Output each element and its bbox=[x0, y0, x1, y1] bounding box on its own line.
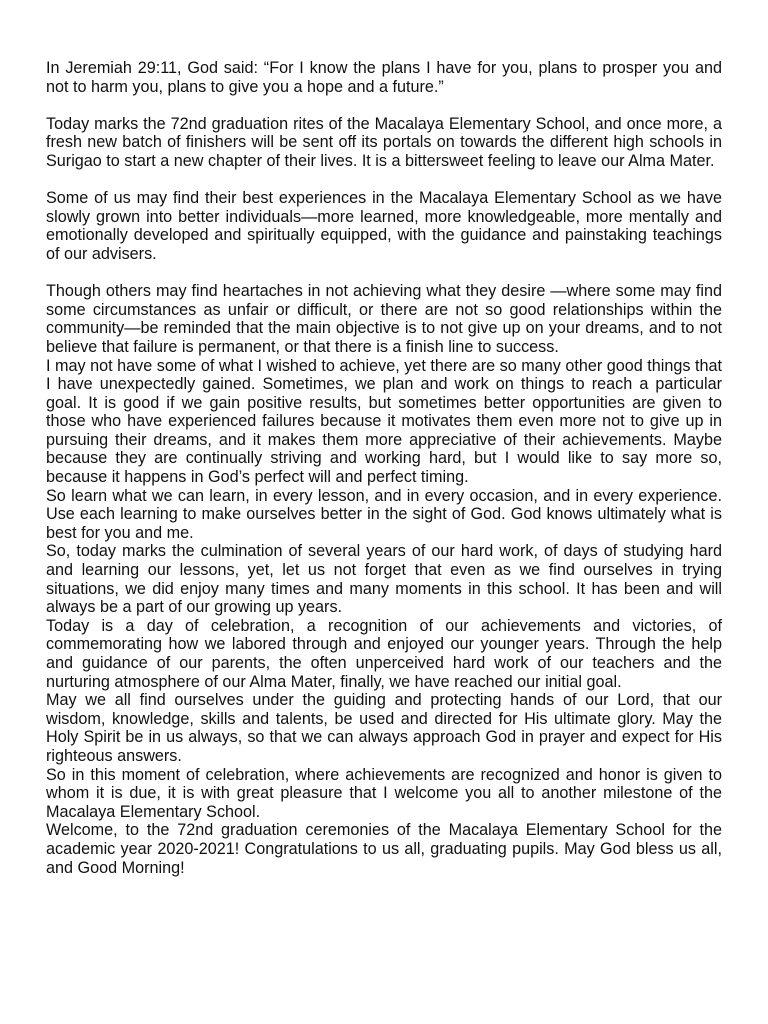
paragraph-unexpected-gains: I may not have some of what I wished to achieve, yet there are so many other good things that I have unexpectedly gained. Sometimes, we plan and work on things to reach a particular goal. It is good if we gain positive results, but sometimes better opportunities are given to those who have experienced failures because it motivates them even more not to give up in pursuing their dreams, and it makes them more appreciative of their achievements. Maybe because they are continually striving and working hard, but I would like to say more so, because it happens in God’s perfect will and perfect timing. bbox=[46, 356, 722, 487]
paragraph-celebration: Today is a day of celebration, a recognition of our achievements and victories, of commemorating how we labored through and enjoyed our younger years. Through the help and guidance of our parents, the often unperceived hard work of our teachers and the nurturing atmosphere of our Alma Mater, finally, we have reached our initial goal. bbox=[46, 616, 722, 691]
paragraph-scripture: In Jeremiah 29:11, God said: “For I know the plans I have for you, plans to prosper you and not to harm you, plans to give you a hope and a future.” bbox=[46, 59, 722, 96]
paragraph-welcome-milestone: So in this moment of celebration, where achievements are recognized and honor is given to whom it is due, it is with great pleasure that I welcome you all to another milestone of the Macalaya Elementary School. bbox=[46, 765, 722, 821]
paragraph-best-experiences: Some of us may find their best experiences in the Macalaya Elementary School as we have slowly grown into better individuals—more learned, more knowledgeable, more mentally and emotionally developed and spiritually equipped, with the guidance and painstaking teachings of our advisers. bbox=[46, 189, 722, 263]
paragraph-closing: Welcome, to the 72nd graduation ceremonies of the Macalaya Elementary School for the academic year 2020-2021! Congratulations to us all, graduating pupils. May God bless us all, and Good Morning! bbox=[46, 821, 722, 877]
paragraph-prayer: May we all find ourselves under the guiding and protecting hands of our Lord, that our wisdom, knowledge, skills and talents, be used and directed for His ultimate glory. May the Holy Spirit be in us always, so that we can always approach God in prayer and expect for His righteous answers. bbox=[46, 691, 722, 765]
paragraph-culmination: So, today marks the culmination of several years of our hard work, of days of studying hard and learning our lessons, yet, let us not forget that even as we find ourselves in trying situations, we did enjoy many times and many moments in this school. It has been and will always be a part of our growing up years. bbox=[46, 542, 722, 617]
document-page bbox=[46, 59, 722, 877]
paragraph-heartaches: Though others may find heartaches in not achieving what they desire —where some may find some circumstances as unfair or difficult, or there are not so good relationships within the community—be reminded that the main objective is to not give up on your dreams, and to not believe that failure is permanent, or that there is a finish line to success. bbox=[46, 282, 722, 356]
paragraph-graduation-rites: Today marks the 72nd graduation rites of the Macalaya Elementary School, and once more, a fresh new batch of finishers will be sent off its portals on towards the different high schools in Surigao to start a new chapter of their lives. It is a bittersweet feeling to leave our Alma Mater. bbox=[46, 114, 722, 170]
paragraph-learn: So learn what we can learn, in every lesson, and in every occasion, and in every experience. Use each learning to make ourselves better in the sight of God. God knows ultimately what is best for you and me. bbox=[46, 486, 722, 542]
